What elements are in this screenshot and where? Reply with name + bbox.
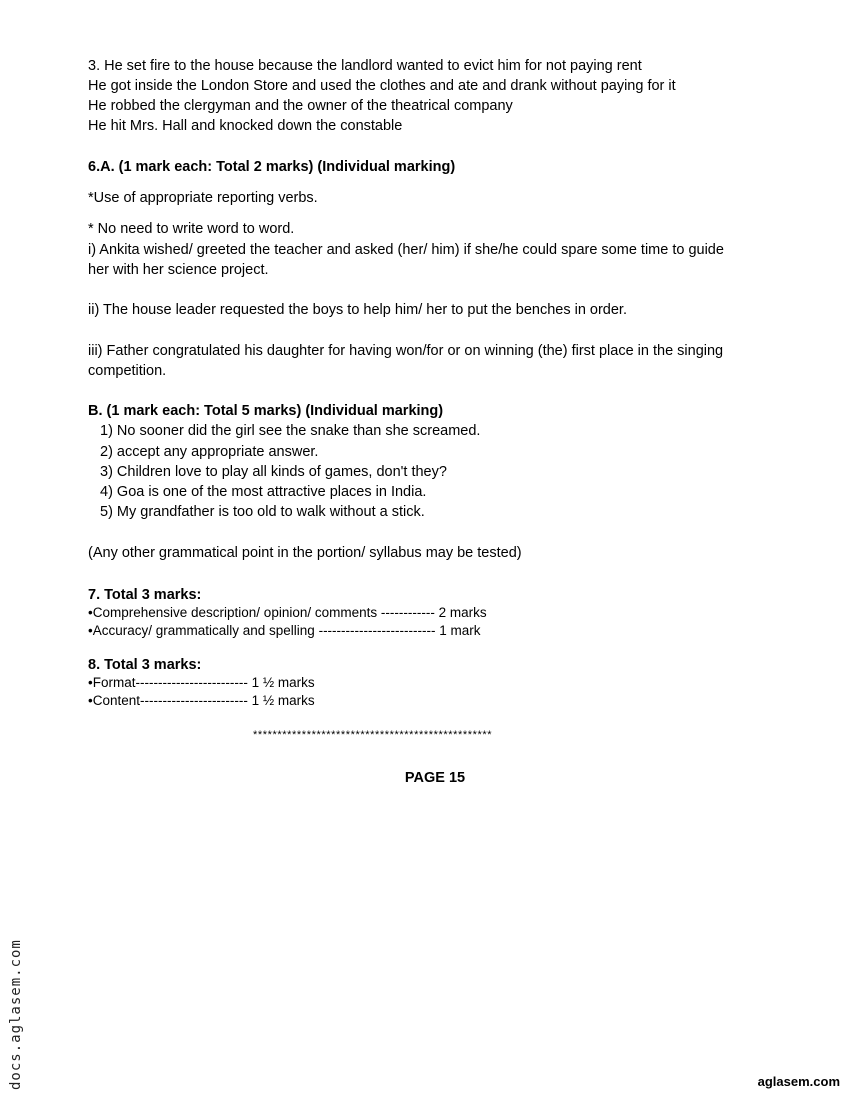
list-item: 1) No sooner did the girl see the snake than she screamed. (100, 423, 481, 439)
separator: ************************************************* (253, 729, 493, 741)
section-6a-answer: ii) The house leader requested the boys to help him/ her to put the benches in order. (88, 302, 627, 318)
section-6a-note: *Use of appropriate reporting verbs. (88, 190, 318, 206)
list-item: •Format------------------------- 1 ½ marks (88, 675, 315, 690)
section-6a-heading: 6.A. (1 mark each: Total 2 marks) (Individual marking) (88, 159, 456, 175)
section-3-line: He robbed the clergyman and the owner of the theatrical company (88, 98, 513, 114)
list-item: •Accuracy/ grammatically and spelling -------------------------- 1 mark (88, 623, 481, 638)
list-item: •Comprehensive description/ opinion/ comments ------------ 2 marks (88, 605, 487, 620)
section-6b-heading: B. (1 mark each: Total 5 marks) (Individual marking) (88, 403, 444, 419)
section-6a-answer: iii) Father congratulated his daughter for having won/for or on winning (the) first place in the singing (88, 343, 724, 359)
list-item: •Content------------------------ 1 ½ marks (88, 693, 315, 708)
section-3-line: 3. He set fire to the house because the landlord wanted to evict him for not paying rent (88, 58, 642, 74)
side-watermark: docs.aglasem.com (8, 939, 24, 1090)
section-6a-answer: competition. (88, 363, 167, 379)
list-item: 3) Children love to play all kinds of games, don't they? (100, 464, 447, 480)
list-item: 4) Goa is one of the most attractive places in India. (100, 484, 427, 500)
section-3-line: He got inside the London Store and used the clothes and ate and drank without paying for it (88, 78, 676, 94)
list-item: 2) accept any appropriate answer. (100, 444, 319, 460)
section-6b-note: (Any other grammatical point in the portion/ syllabus may be tested) (88, 545, 522, 561)
section-6a-answer: i) Ankita wished/ greeted the teacher and asked (her/ him) if she/he could spare some time to guide (88, 242, 724, 258)
section-6a-answer: her with her science project. (88, 262, 269, 278)
section-7-heading: 7. Total 3 marks: (88, 587, 202, 603)
list-item: 5) My grandfather is too old to walk without a stick. (100, 504, 425, 520)
footer-brand: aglasem.com (757, 1074, 840, 1089)
section-3-line: He hit Mrs. Hall and knocked down the constable (88, 118, 403, 134)
section-6a-note: * No need to write word to word. (88, 221, 295, 237)
section-8-heading: 8. Total 3 marks: (88, 657, 202, 673)
page-number: PAGE 15 (404, 770, 466, 786)
